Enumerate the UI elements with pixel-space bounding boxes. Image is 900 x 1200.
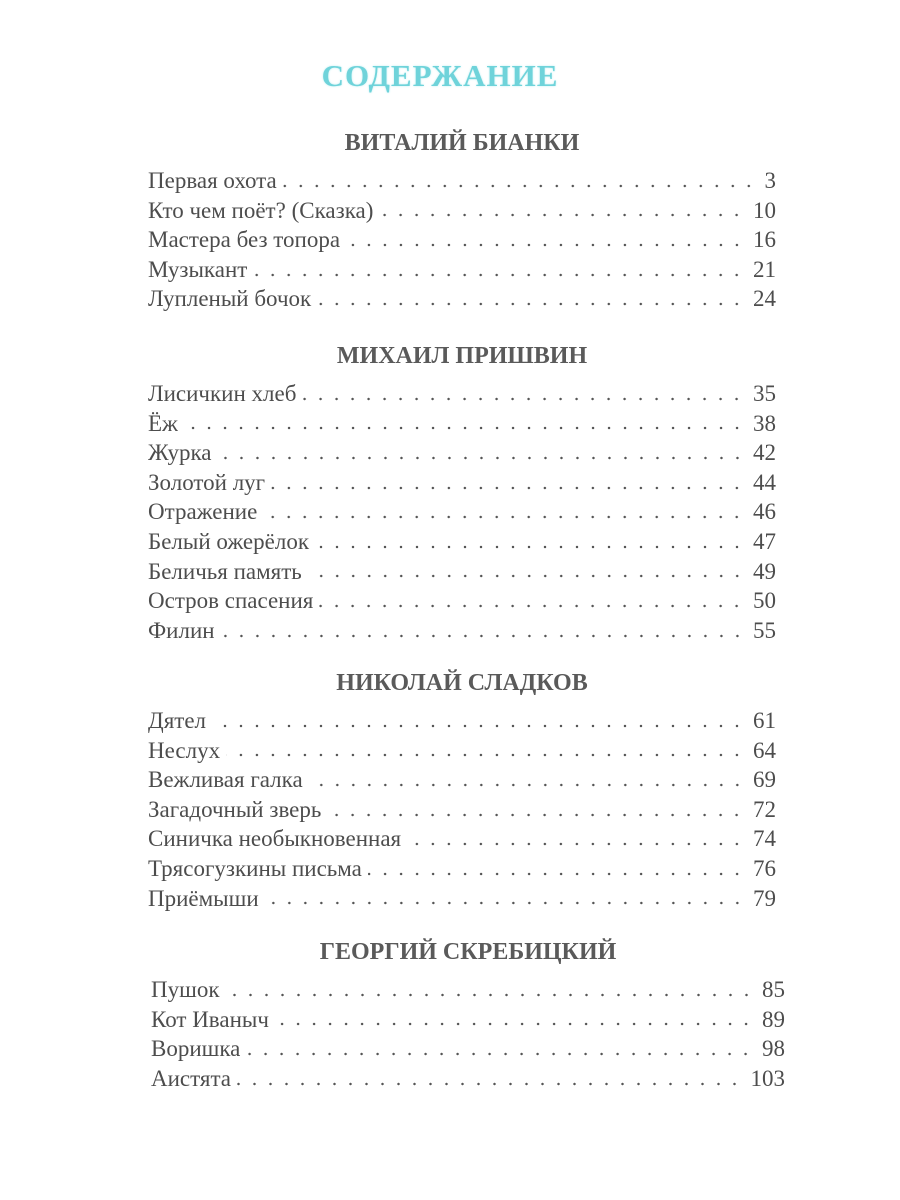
author-heading: ВИТАЛИЙ БИАНКИ — [344, 130, 580, 156]
entry-page: 21 — [753, 256, 776, 282]
entry-page: 42 — [753, 440, 776, 466]
toc-entry[interactable] — [151, 975, 785, 1005]
entry-page: 24 — [753, 286, 776, 312]
entry-page: 38 — [753, 410, 776, 436]
toc-entry[interactable] — [148, 255, 776, 285]
entry-title: Кот Иваныч — [151, 1006, 269, 1032]
entry-title: Музыкант — [148, 256, 248, 282]
dot-leader — [275, 1022, 754, 1026]
entry-page: 64 — [753, 737, 776, 763]
entry-page: 55 — [753, 617, 776, 643]
toc-entry[interactable] — [148, 527, 776, 557]
entry-title: Неслух — [148, 737, 221, 763]
entry-title: Синичка необыкновенная — [148, 826, 402, 852]
dot-leader — [368, 872, 745, 876]
entry-title: Ёж — [148, 410, 178, 436]
dot-leader — [263, 515, 745, 519]
dot-leader — [302, 397, 745, 401]
dot-leader — [253, 273, 745, 277]
entry-page: 61 — [753, 708, 776, 733]
entry-title: Трясогузкины письма — [148, 855, 362, 881]
entry-title: Белый ожерёлок — [148, 528, 309, 554]
dot-leader — [221, 634, 745, 638]
dot-leader — [271, 486, 745, 490]
toc-entry[interactable] — [148, 736, 776, 766]
dot-leader — [246, 1052, 754, 1056]
dot-leader — [379, 213, 745, 217]
entry-page: 89 — [762, 1006, 785, 1032]
dot-leader — [237, 1082, 743, 1086]
entry-page: 47 — [753, 528, 776, 554]
dot-leader — [184, 426, 745, 430]
page-title: СОДЕРЖАНИЕ — [321, 58, 559, 93]
entry-page: 69 — [753, 767, 776, 793]
entry-title: Пушок — [151, 977, 220, 1002]
toc-entry[interactable] — [148, 765, 776, 795]
toc-entry[interactable] — [148, 438, 776, 468]
toc-entry[interactable] — [148, 854, 776, 884]
entry-page: 76 — [753, 855, 776, 881]
entry-page: 85 — [762, 977, 785, 1002]
toc-entry[interactable] — [148, 557, 776, 587]
toc-section — [148, 126, 776, 314]
toc-entry[interactable] — [148, 795, 776, 825]
entry-page: 16 — [753, 227, 776, 253]
entry-title: Аистята — [151, 1065, 231, 1091]
toc-section — [148, 339, 776, 645]
entry-title: Отражение — [148, 499, 258, 525]
toc-entry[interactable] — [148, 586, 776, 616]
entry-title: Журка — [148, 440, 212, 466]
toc-entry[interactable] — [148, 284, 776, 314]
dot-leader — [218, 456, 745, 460]
toc-entry[interactable] — [148, 196, 776, 226]
entry-page: 72 — [753, 796, 776, 822]
toc-entry[interactable] — [148, 884, 776, 914]
dot-leader — [309, 783, 745, 787]
entry-page: 49 — [753, 558, 776, 584]
dot-leader — [315, 545, 745, 549]
author-heading: МИХАИЛ ПРИШВИН — [336, 343, 588, 369]
dot-leader — [226, 753, 745, 757]
entry-page: 103 — [750, 1065, 785, 1091]
entry-page: 10 — [753, 197, 776, 223]
dot-leader — [319, 604, 745, 608]
entry-page: 46 — [753, 499, 776, 525]
entry-title: Дятел — [148, 708, 207, 733]
toc-entry[interactable] — [148, 824, 776, 854]
toc-entry[interactable] — [151, 1034, 785, 1064]
entry-title: Кто чем поёт? (Сказка) — [148, 197, 374, 223]
toc-entry[interactable] — [148, 497, 776, 527]
toc-entry[interactable] — [148, 616, 776, 646]
toc-entry[interactable] — [148, 706, 776, 736]
dot-leader — [265, 901, 745, 905]
author-heading: ГЕОРГИЙ СКРЕБИЦКИЙ — [319, 939, 617, 965]
entry-page: 50 — [753, 588, 776, 614]
author-heading: НИКОЛАЙ СЛАДКОВ — [336, 670, 588, 696]
dot-leader — [317, 302, 745, 306]
entry-title: Приёмыши — [148, 885, 259, 911]
toc-section — [148, 666, 776, 913]
toc-entry[interactable] — [148, 468, 776, 498]
entry-page: 35 — [753, 381, 776, 406]
dot-leader — [407, 842, 745, 846]
dot-leader — [327, 813, 745, 817]
dot-leader — [226, 993, 755, 997]
toc-entry[interactable] — [148, 225, 776, 255]
dot-leader — [283, 184, 757, 188]
entry-title: Беличья память — [148, 558, 302, 584]
entry-page: 3 — [764, 168, 776, 193]
entry-title: Остров спасения — [148, 588, 314, 614]
entry-title: Филин — [148, 617, 215, 643]
entry-title: Вежливая галка — [148, 767, 303, 793]
dot-leader — [346, 243, 745, 247]
toc-section — [151, 935, 785, 1093]
dot-leader — [308, 574, 745, 578]
toc-entry[interactable] — [148, 166, 776, 196]
entry-title: Первая охота — [148, 168, 277, 193]
entry-title: Мастера без топора — [148, 227, 341, 253]
toc-entry[interactable] — [151, 1064, 785, 1094]
entry-title: Лупленый бочок — [148, 286, 312, 312]
entry-page: 44 — [753, 469, 776, 495]
toc-entry[interactable] — [148, 409, 776, 439]
entry-page: 98 — [762, 1036, 785, 1062]
entry-title: Воришка — [151, 1036, 241, 1062]
entry-title: Лисичкин хлеб — [148, 381, 297, 406]
entry-title: Загадочный зверь — [148, 796, 322, 822]
entry-page: 74 — [753, 826, 776, 852]
dot-leader — [212, 724, 745, 728]
toc-entry[interactable] — [148, 379, 776, 409]
entry-title: Золотой луг — [148, 469, 266, 495]
toc-entry[interactable] — [151, 1005, 785, 1035]
entry-page: 79 — [753, 885, 776, 911]
